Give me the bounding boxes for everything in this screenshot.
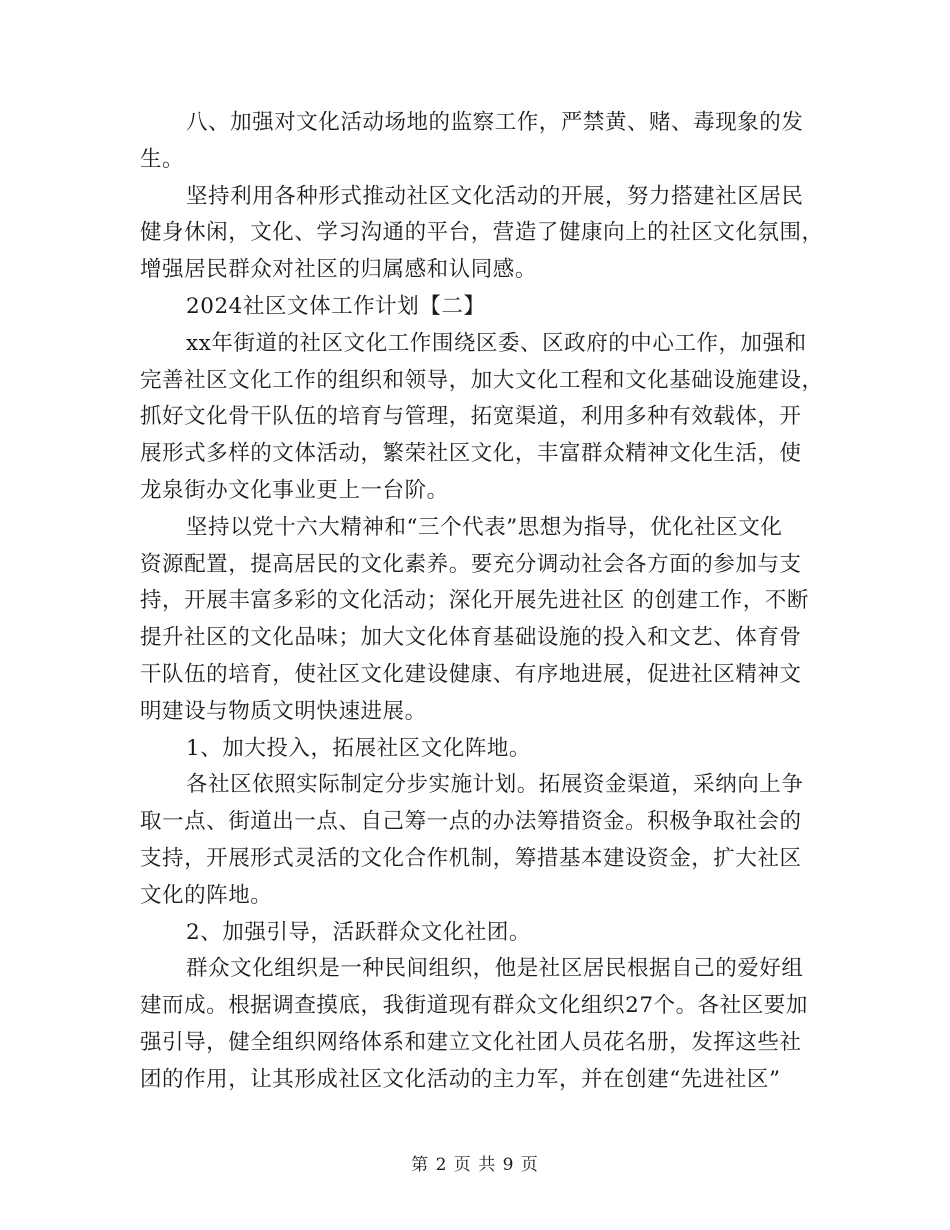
text-line: 各社区依照实际制定分步实施计划。拓展资金渠道，采纳向上争 [186, 772, 804, 798]
text-line: 2、加强引导，活跃群众文化社团。 [186, 919, 531, 945]
text-line: 明建设与物质文明快速进展。 [140, 698, 427, 724]
text-line: 团的作用，让其形成社区文化活动的主力军，并在创建“先进社区” [140, 1066, 781, 1092]
text-line: 支持，开展形式灵活的文化合作机制，筹措基本建设资金，扩大社区 [140, 845, 802, 871]
text-line: 展形式多样的文体活动，繁荣社区文化，丰富群众精神文化生活，使 [140, 441, 802, 467]
text-line: 取一点、街道出一点、自己筹一点的办法筹措资金。积极争取社会的 [140, 809, 802, 835]
text-line: 增强居民群众对社区的归属感和认同感。 [140, 257, 537, 283]
text-line: 健身休闲，文化、学习沟通的平台，营造了健康向上的社区文化氛围， [140, 220, 824, 246]
text-line: 提升社区的文化品味；加大文化体育基础设施的投入和文艺、体育骨 [140, 625, 802, 651]
text-line: xx年街道的社区文化工作围绕区委、区政府的中心工作，加强和 [186, 330, 807, 356]
text-line: 2024社区文体工作计划【二】 [186, 293, 486, 319]
text-line: 干队伍的培育，使社区文化建设健康、有序地进展，促进社区精神文 [140, 661, 802, 687]
text-line: 完善社区文化工作的组织和领导，加大文化工程和文化基础设施建设， [140, 367, 824, 393]
text-line: 龙泉街办文化事业更上一台阶。 [140, 477, 449, 503]
page-number-footer: 第 2 页 共 9 页 [411, 1155, 539, 1175]
text-line: 坚持利用各种形式推动社区文化活动的开展，努力搭建社区居民 [186, 183, 804, 209]
text-line: 坚持以党十六大精神和“三个代表”思想为指导，优化社区文化 [186, 514, 783, 540]
text-line: 强引导，健全组织网络体系和建立文化社团人员花名册，发挥这些社 [140, 1029, 802, 1055]
text-line: 八、加强对文化活动场地的监察工作，严禁黄、赌、毒现象的发 [186, 110, 804, 135]
text-line: 文化的阵地。 [140, 882, 273, 908]
text-line: 1、加大投入，拓展社区文化阵地。 [186, 735, 531, 761]
text-line: 资源配置，提高居民的文化素养。要充分调动社会各方面的参加与支 [140, 551, 802, 577]
text-line: 持，开展丰富多彩的文化活动；深化开展先进社区 的创建工作，不断 [140, 588, 809, 614]
text-line: 建而成。根据调查摸底，我街道现有群众文化组织27个。各社区要加 [140, 993, 808, 1019]
text-line: 群众文化组织是一种民间组织，他是社区居民根据自己的爱好组 [186, 956, 804, 982]
document-body [140, 105, 824, 1099]
text-line: 抓好文化骨干队伍的培育与管理，拓宽渠道，利用多种有效载体，开 [140, 404, 802, 430]
text-line: 生。 [140, 146, 185, 172]
